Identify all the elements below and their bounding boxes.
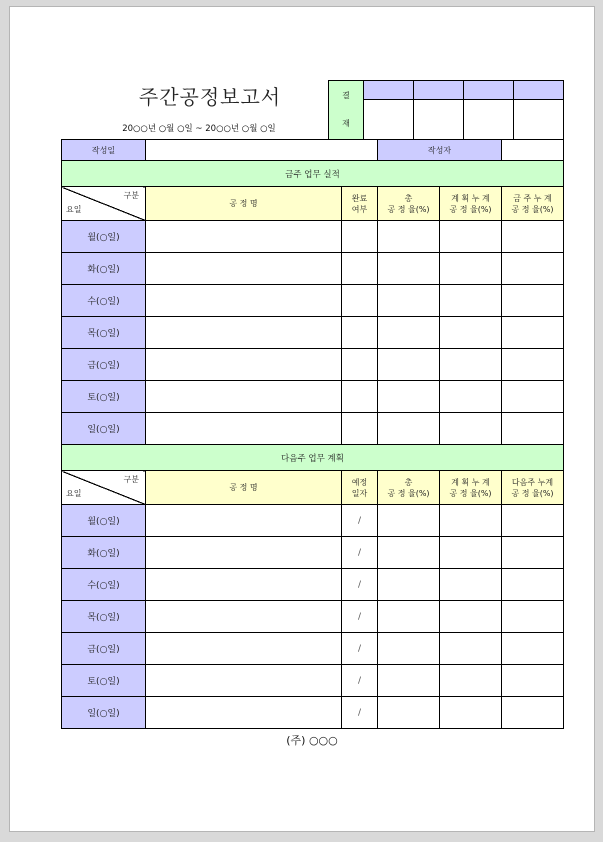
done-cell[interactable]	[342, 413, 378, 445]
header-total-line1: 총	[404, 193, 413, 203]
weekday-label: 일(○일)	[62, 413, 146, 445]
header-category: 구분	[123, 475, 139, 484]
cumulative-rate-cell[interactable]	[502, 665, 564, 697]
next-week-header-row	[62, 471, 564, 505]
plan-rate-cell[interactable]	[440, 253, 502, 285]
report-table	[61, 139, 564, 729]
table-row	[62, 317, 564, 349]
header-cum-line2: 공 정 율(%)	[511, 488, 554, 498]
work-name-cell[interactable]	[146, 413, 342, 445]
done-cell[interactable]	[342, 253, 378, 285]
weekday-label: 금(○일)	[62, 633, 146, 665]
header-work-name: 공 정 명	[146, 187, 342, 221]
written-date-field[interactable]	[146, 140, 378, 161]
plan-rate-cell[interactable]	[440, 381, 502, 413]
plan-rate-cell[interactable]	[440, 697, 502, 729]
plan-rate-cell[interactable]	[440, 285, 502, 317]
plan-rate-cell[interactable]	[440, 317, 502, 349]
date-range: 20○○년 ○월 ○일 ~ 20○○년 ○월 ○일	[122, 124, 276, 134]
weekday-label: 토(○일)	[62, 381, 146, 413]
cumulative-rate-cell[interactable]	[502, 253, 564, 285]
total-rate-cell[interactable]	[378, 317, 440, 349]
approval-sign-cell[interactable]	[514, 100, 564, 140]
table-row	[62, 601, 564, 633]
total-rate-cell[interactable]	[378, 221, 440, 253]
plan-rate-cell[interactable]	[440, 665, 502, 697]
next-week-section-row	[62, 445, 564, 471]
approval-label-top: 결	[342, 91, 350, 100]
this-week-diagonal-header	[62, 187, 146, 221]
cumulative-rate-cell[interactable]	[502, 413, 564, 445]
header-due-line1: 예정	[351, 477, 368, 487]
table-row	[62, 537, 564, 569]
this-week-header-row	[62, 187, 564, 221]
header-cumulative-rate	[502, 187, 564, 221]
work-name-cell[interactable]	[146, 601, 342, 633]
weekday-label: 월(○일)	[62, 221, 146, 253]
done-cell[interactable]	[342, 317, 378, 349]
weekday-label: 월(○일)	[62, 505, 146, 537]
approval-sign-cell[interactable]	[364, 100, 414, 140]
cumulative-rate-cell[interactable]	[502, 221, 564, 253]
weekday-label: 일(○일)	[62, 697, 146, 729]
done-cell[interactable]	[342, 285, 378, 317]
header-due-date	[342, 471, 378, 505]
work-name-cell[interactable]	[146, 221, 342, 253]
cumulative-rate-cell[interactable]	[502, 697, 564, 729]
this-week-section-title: 금주 업무 실적	[62, 161, 564, 187]
done-cell[interactable]	[342, 381, 378, 413]
table-row	[62, 381, 564, 413]
plan-rate-cell[interactable]	[440, 349, 502, 381]
cumulative-rate-cell[interactable]	[502, 569, 564, 601]
due-date-cell[interactable]: /	[342, 601, 378, 633]
work-name-cell[interactable]	[146, 537, 342, 569]
header-work-name: 공 정 명	[146, 471, 342, 505]
header-cumulative-rate	[502, 471, 564, 505]
total-rate-cell[interactable]	[378, 537, 440, 569]
header-weekday: 요일	[66, 489, 82, 498]
work-name-cell[interactable]	[146, 665, 342, 697]
weekday-label: 목(○일)	[62, 317, 146, 349]
weekday-label: 금(○일)	[62, 349, 146, 381]
header-total-rate	[378, 187, 440, 221]
total-rate-cell[interactable]	[378, 633, 440, 665]
table-row	[62, 253, 564, 285]
header-plan-rate	[440, 187, 502, 221]
header-done-line2: 여부	[351, 204, 368, 214]
due-date-cell[interactable]: /	[342, 697, 378, 729]
header-weekday: 요일	[66, 205, 82, 214]
table-row	[62, 633, 564, 665]
approval-title-cell	[464, 81, 514, 100]
header-plan-line1: 계 획 누 계	[451, 477, 490, 487]
work-name-cell[interactable]	[146, 505, 342, 537]
cumulative-rate-cell[interactable]	[502, 633, 564, 665]
work-name-cell[interactable]	[146, 697, 342, 729]
approval-label-bottom: 재	[342, 119, 350, 128]
header-done	[342, 187, 378, 221]
this-week-section-row	[62, 161, 564, 187]
table-row	[62, 697, 564, 729]
next-week-diagonal-header	[62, 471, 146, 505]
header-plan-line2: 공 정 율(%)	[449, 488, 492, 498]
table-row	[62, 413, 564, 445]
approval-sign-cell[interactable]	[464, 100, 514, 140]
next-week-section-title: 다음주 업무 계획	[62, 445, 564, 471]
plan-rate-cell[interactable]	[440, 537, 502, 569]
header-total-rate	[378, 471, 440, 505]
header-cum-line2: 공 정 율(%)	[511, 204, 554, 214]
header-plan-line1: 계 획 누 계	[451, 193, 490, 203]
weekday-label: 화(○일)	[62, 537, 146, 569]
table-row	[62, 221, 564, 253]
cumulative-rate-cell[interactable]	[502, 601, 564, 633]
weekday-label: 목(○일)	[62, 601, 146, 633]
work-name-cell[interactable]	[146, 381, 342, 413]
header-plan-line2: 공 정 율(%)	[449, 204, 492, 214]
total-rate-cell[interactable]	[378, 665, 440, 697]
total-rate-cell[interactable]	[378, 349, 440, 381]
plan-rate-cell[interactable]	[440, 601, 502, 633]
approval-label	[329, 81, 364, 140]
work-name-cell[interactable]	[146, 253, 342, 285]
cumulative-rate-cell[interactable]	[502, 349, 564, 381]
work-name-cell[interactable]	[146, 633, 342, 665]
total-rate-cell[interactable]	[378, 253, 440, 285]
written-date-label: 작성일	[62, 140, 146, 161]
weekday-label: 수(○일)	[62, 285, 146, 317]
done-cell[interactable]	[342, 221, 378, 253]
table-row	[62, 665, 564, 697]
weekday-label: 수(○일)	[62, 569, 146, 601]
approval-title-cell	[514, 81, 564, 100]
cumulative-rate-cell[interactable]	[502, 285, 564, 317]
due-date-cell[interactable]: /	[342, 633, 378, 665]
table-row	[62, 505, 564, 537]
work-name-cell[interactable]	[146, 317, 342, 349]
approval-sign-cell[interactable]	[414, 100, 464, 140]
total-rate-cell[interactable]	[378, 601, 440, 633]
due-date-cell[interactable]: /	[342, 569, 378, 601]
company-name: (주) ○○○	[286, 734, 338, 747]
header-due-line2: 일자	[351, 488, 368, 498]
weekday-label: 화(○일)	[62, 253, 146, 285]
total-rate-cell[interactable]	[378, 381, 440, 413]
cumulative-rate-cell[interactable]	[502, 537, 564, 569]
plan-rate-cell[interactable]	[440, 505, 502, 537]
table-row	[62, 349, 564, 381]
header-plan-rate	[440, 471, 502, 505]
meta-row	[62, 140, 564, 161]
header-total-line2: 공 정 율(%)	[387, 488, 430, 498]
plan-rate-cell[interactable]	[440, 413, 502, 445]
header-cum-line1: 금 주 누 계	[513, 193, 552, 203]
header-category: 구분	[123, 191, 139, 200]
header-total-line1: 총	[404, 477, 413, 487]
work-name-cell[interactable]	[146, 569, 342, 601]
approval-title-cell	[414, 81, 464, 100]
work-name-cell[interactable]	[146, 349, 342, 381]
cumulative-rate-cell[interactable]	[502, 317, 564, 349]
cumulative-rate-cell[interactable]	[502, 381, 564, 413]
document-title: 주간공정보고서	[138, 85, 282, 109]
total-rate-cell[interactable]	[378, 697, 440, 729]
total-rate-cell[interactable]	[378, 569, 440, 601]
total-rate-cell[interactable]	[378, 413, 440, 445]
table-row	[62, 285, 564, 317]
cumulative-rate-cell[interactable]	[502, 505, 564, 537]
total-rate-cell[interactable]	[378, 505, 440, 537]
table-row	[62, 569, 564, 601]
header-total-line2: 공 정 율(%)	[387, 204, 430, 214]
due-date-cell[interactable]: /	[342, 665, 378, 697]
writer-label: 작성자	[378, 140, 502, 161]
approval-title-cell	[364, 81, 414, 100]
total-rate-cell[interactable]	[378, 285, 440, 317]
plan-rate-cell[interactable]	[440, 221, 502, 253]
due-date-cell[interactable]: /	[342, 505, 378, 537]
weekday-label: 토(○일)	[62, 665, 146, 697]
approval-box	[328, 80, 564, 140]
due-date-cell[interactable]: /	[342, 537, 378, 569]
document-page	[9, 6, 595, 832]
header-cum-line1: 다음주 누계	[511, 477, 554, 487]
plan-rate-cell[interactable]	[440, 569, 502, 601]
plan-rate-cell[interactable]	[440, 633, 502, 665]
done-cell[interactable]	[342, 349, 378, 381]
writer-field[interactable]	[502, 140, 564, 161]
header-done-line1: 완료	[351, 193, 368, 203]
work-name-cell[interactable]	[146, 285, 342, 317]
